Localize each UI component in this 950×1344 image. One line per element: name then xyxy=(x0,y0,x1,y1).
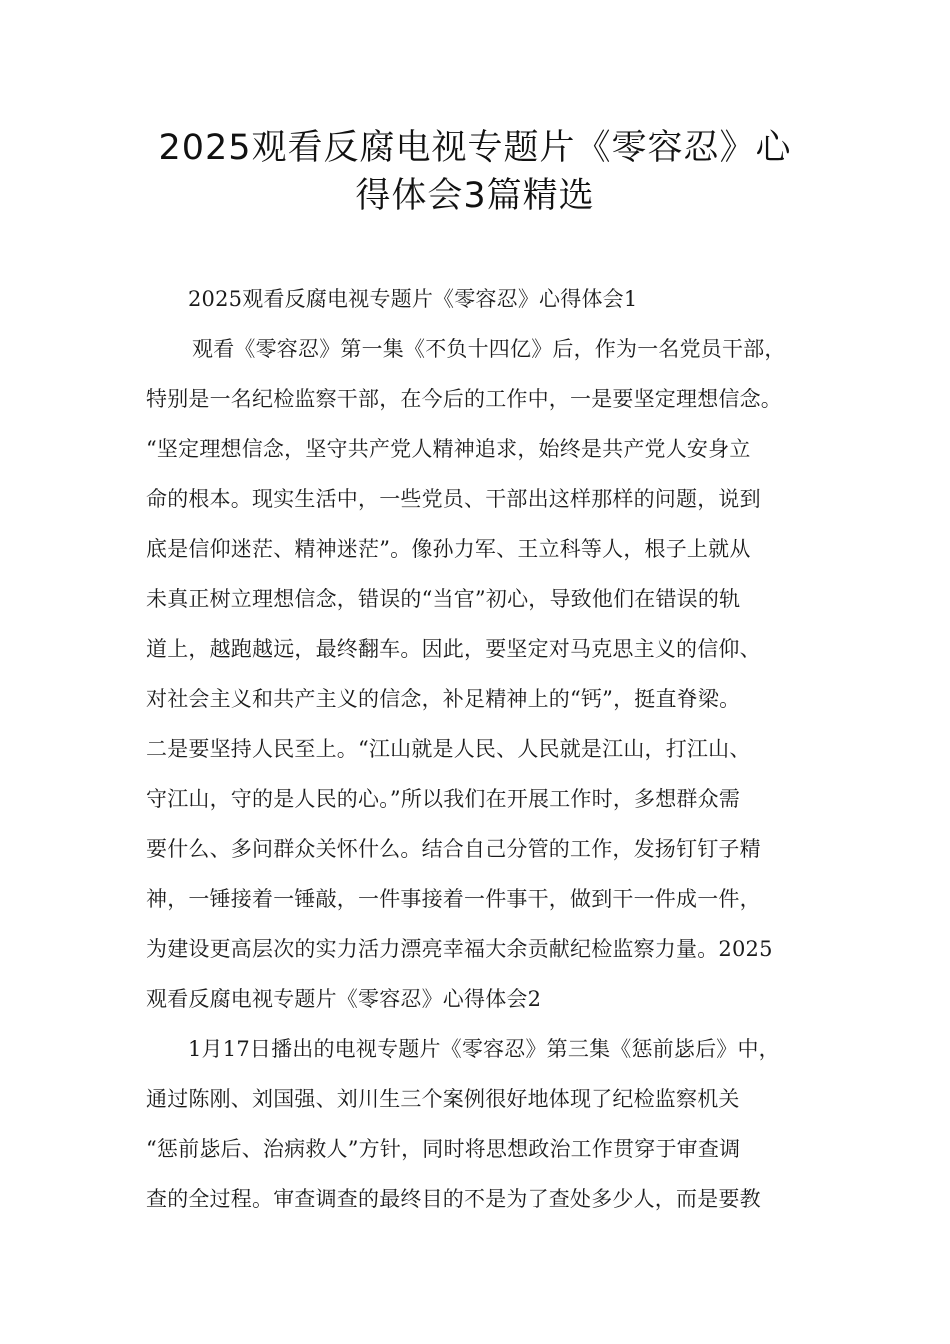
section-heading-2: 观看反腐电视专题片《零容忍》心得体会2 xyxy=(146,987,542,1011)
paragraph-line: 二是要坚持人民至上。“江山就是人民、人民就是江山，打江山、 xyxy=(146,737,751,761)
paragraph-line: 要什么、多问群众关怀什么。结合自己分管的工作，发扬钉钉子精 xyxy=(146,837,761,861)
paragraph-line: 查的全过程。审查调查的最终目的不是为了查处多少人，而是要教 xyxy=(146,1187,761,1211)
paragraph-line: 对社会主义和共产主义的信念，补足精神上的“钙”，挺直脊梁。 xyxy=(146,687,741,711)
section-heading-1: 2025观看反腐电视专题片《零容忍》心得体会1 xyxy=(188,287,638,311)
paragraph-line: 1月17日播出的电视专题片《零容忍》第三集《惩前毖后》中， xyxy=(188,1037,780,1061)
paragraph-line: 命的根本。现实生活中，一些党员、干部出这样那样的问题，说到 xyxy=(146,487,761,511)
paragraph-line: 底是信仰迷茫、精神迷茫”。像孙力军、王立科等人，根子上就从 xyxy=(146,537,751,561)
title-line-2: 得体会3篇精选 xyxy=(355,176,595,216)
paragraph-line: 为建设更高层次的实力活力漂亮幸福大余贡献纪检监察力量。2025 xyxy=(146,937,773,961)
paragraph-line: 未真正树立理想信念，错误的“当官”初心，导致他们在错误的轨 xyxy=(146,587,741,611)
paragraph-line: 神，一锤接着一锤敲，一件事接着一件事干，做到干一件成一件， xyxy=(146,887,761,911)
paragraph-line: 观看《零容忍》第一集《不负十四亿》后，作为一名党员干部， xyxy=(192,337,786,361)
paragraph-line: 特别是一名纪检监察干部，在今后的工作中，一是要坚定理想信念。 xyxy=(146,387,782,411)
paragraph-line: 道上，越跑越远，最终翻车。因此，要坚定对马克思主义的信仰、 xyxy=(146,637,761,661)
paragraph-line: “坚定理想信念，坚守共产党人精神追求，始终是共产党人安身立 xyxy=(146,437,751,461)
paragraph-line: 通过陈刚、刘国强、刘川生三个案例很好地体现了纪检监察机关 xyxy=(146,1087,740,1111)
paragraph-line: “惩前毖后、治病救人”方针，同时将思想政治工作贯穿于审查调 xyxy=(146,1137,741,1161)
paragraph-line: 守江山，守的是人民的心。”所以我们在开展工作时，多想群众需 xyxy=(146,787,741,811)
title-line-1: 2025观看反腐电视专题片《零容忍》心 xyxy=(158,128,792,168)
